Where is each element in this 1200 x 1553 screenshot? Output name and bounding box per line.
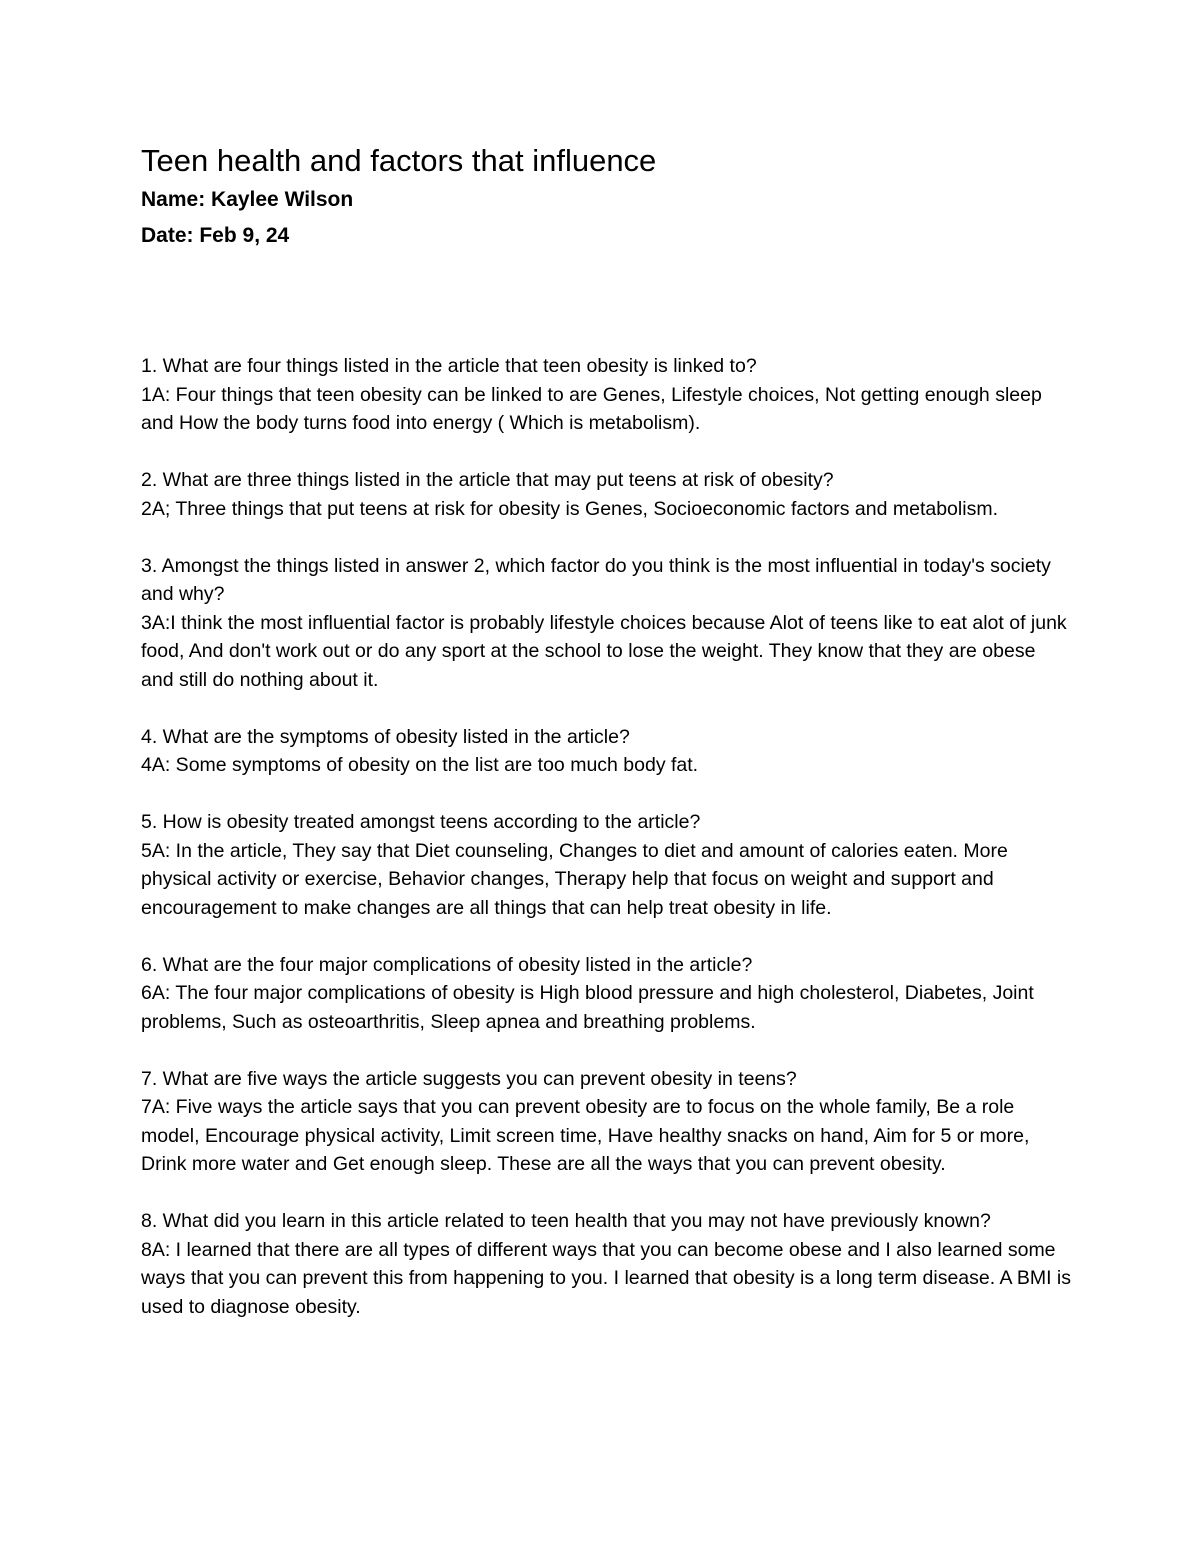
qa-item-8 xyxy=(141,1207,1071,1321)
qa-item-4 xyxy=(141,723,1071,780)
answer-2: 2A; Three things that put teens at risk for obesity is Genes, Socioeconomic factors and metabolism. xyxy=(141,497,998,520)
question-8: 8. What did you learn in this article related to teen health that you may not have previously known? xyxy=(141,1210,991,1232)
question-1: 1. What are four things listed in the article that teen obesity is linked to? xyxy=(141,355,757,377)
qa-item-5 xyxy=(141,808,1071,922)
answer-6: 6A: The four major complications of obesity is High blood pressure and high cholesterol, Diabetes, Joint problems, Such as osteoarthritis, Sleep apnea and breathing problems. xyxy=(141,982,1034,1033)
answer-3: 3A:I think the most influential factor is probably lifestyle choices because Alot of teens like to eat alot of junk food, And don't work out or do any sport at the school to lose the weight. They know that they are obese and still do nothing about it. xyxy=(141,611,1067,691)
answer-5: 5A: In the article, They say that Diet counseling, Changes to diet and amount of calories eaten. More physical activity or exercise, Behavior changes, Therapy help that focus on weight and support and encouragement to make changes are all things that can help treat obesity in life. xyxy=(141,839,1008,919)
question-2: 2. What are three things listed in the article that may put teens at risk of obesity? xyxy=(141,469,834,491)
question-3: 3. Amongst the things listed in answer 2, which factor do you think is the most influential in today's society and why? xyxy=(141,554,1051,605)
answer-4: 4A: Some symptoms of obesity on the list are too much body fat. xyxy=(141,754,699,776)
answer-8: 8A: I learned that there are all types of different ways that you can become obese and I also learned some ways that you can prevent this from happening to you. I learned that obesity is a long term disease. A BMI is used to diagnose obesity. xyxy=(141,1238,1072,1318)
qa-item-6 xyxy=(141,951,1071,1037)
qa-item-7 xyxy=(141,1065,1071,1179)
question-6: 6. What are the four major complications of obesity listed in the article? xyxy=(141,953,753,976)
answer-7: 7A: Five ways the article says that you can prevent obesity are to focus on the whole family, Be a role model, Encourage physical activity, Limit screen time, Have healthy snacks on hand, Aim for 5 or more, Drink more water and Get enough sleep. These are all the ways that you can prevent obesity. xyxy=(141,1096,1030,1175)
document-title: Teen health and factors that influence xyxy=(141,143,657,178)
question-4: 4. What are the symptoms of obesity listed in the article? xyxy=(141,725,630,748)
document-page xyxy=(141,142,1072,1318)
qa-item-1 xyxy=(141,352,1071,438)
qa-item-2 xyxy=(141,466,1071,523)
name-line: Name: Kaylee Wilson xyxy=(141,188,354,211)
qa-item-3 xyxy=(141,552,1071,695)
question-7: 7. What are five ways the article suggests you can prevent obesity in teens? xyxy=(141,1067,797,1090)
question-5: 5. How is obesity treated amongst teens according to the article? xyxy=(141,811,701,833)
date-line: Date: Feb 9, 24 xyxy=(141,224,290,247)
answer-1: 1A: Four things that teen obesity can be linked to are Genes, Lifestyle choices, Not getting enough sleep and How the body turns food into energy ( Which is metabolism). xyxy=(141,383,1042,434)
question-answer-list xyxy=(141,352,1071,1350)
